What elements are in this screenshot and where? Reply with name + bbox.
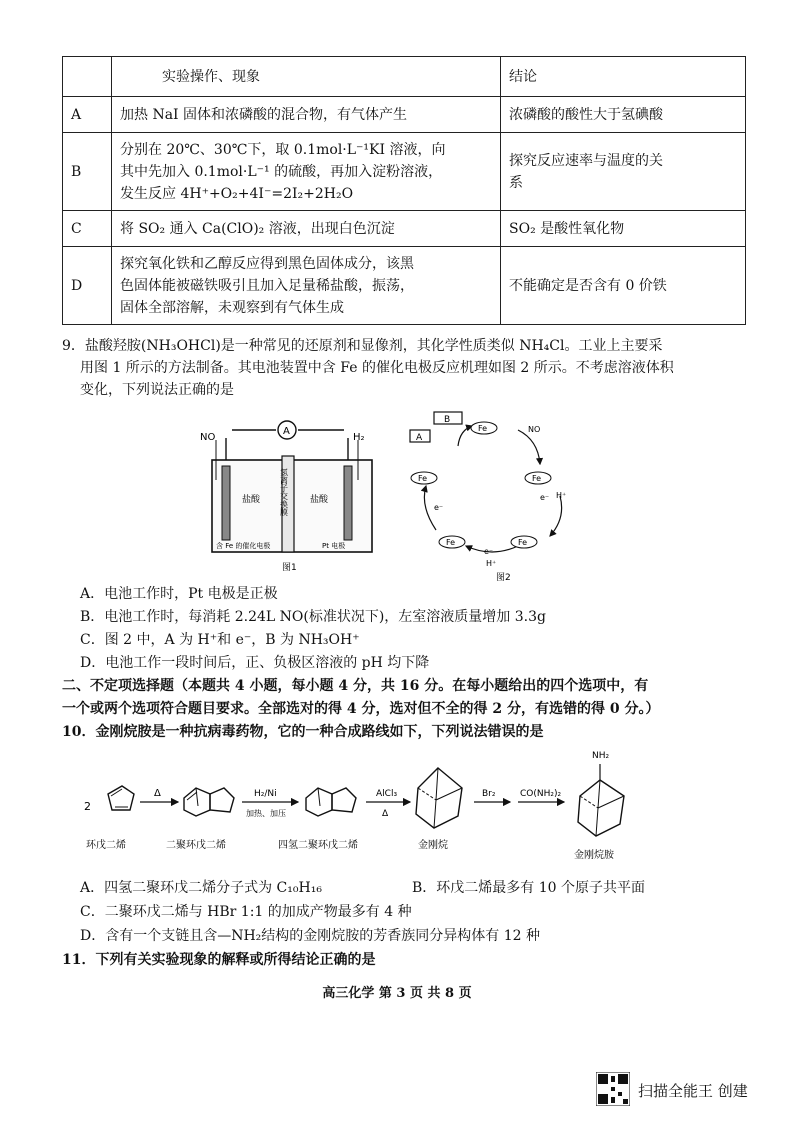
q9-stem-line: 变化，下列说法正确的是 [80,382,234,398]
q8-row-op: 将 SO₂ 通入 Ca(ClO)₂ 溶液，出现白色沉淀 [112,211,501,247]
name-tetrahydrodicyclopentadiene: 四氢二聚环戊二烯 [278,840,358,851]
q8-row-op-line: 发生反应 4H⁺+O₂+4I⁻=2I₂+2H₂O [120,185,354,202]
qr-code-icon [596,1072,630,1106]
acid-right-label: 盐酸 [310,495,329,505]
q10-stem: 10．金刚烷胺是一种抗病毒药物，它的一种合成路线如下，下列说法错误的是 [62,724,544,740]
q8-row-conclusion: 浓磷酸的酸性大于氢碘酸 [501,97,746,133]
q11-stem: 11．下列有关实验现象的解释或所得结论正确的是 [62,952,376,968]
figure-2-mechanism [400,406,600,584]
arrow-2-top-label: H₂/Ni [254,789,277,799]
left-electrode-label: 含 Fe 的催化电极 [216,542,271,550]
q8-row-conclusion-line: 系 [509,174,523,191]
fe-right-label: Fe [532,474,542,483]
fe-bottom-left-label: Fe [446,538,456,547]
q8-row-op-line: 色固体能被磁铁吸引且加入足量稀盐酸，振荡， [120,277,414,294]
page-footer: 高三化学 第 3 页 共 8 页 [322,986,472,1001]
q8-row-conclusion: SO₂ 是酸性氧化物 [501,211,746,247]
fe-top-label: Fe [478,424,488,433]
electron-label: e⁻ [484,547,494,556]
figure-1-cell [198,420,398,578]
name-amantadine: 金刚烷胺 [574,850,614,861]
q10-option-d: D．含有一个支链且含—NH₂结构的金刚烷胺的芳香族同分异构体有 12 种 [80,928,541,944]
left-electrode [222,466,230,540]
arrow-2-bottom-label: 加热、加压 [246,809,286,818]
figure-1-caption: 图1 [282,563,297,573]
q8-header-row [63,57,746,97]
name-adamantane: 金刚烷 [418,840,448,851]
q10-option-a: A．四氢二聚环戊二烯分子式为 C₁₀H₁₆ [80,880,322,896]
adamantane-structure [416,768,462,828]
box-a-label: A [416,433,423,443]
q8-row-conclusion: 不能确定是否含有 0 价铁 [501,247,746,325]
q9-option-d: D．电池工作一段时间后，正、负极区溶液的 pH 均下降 [80,655,430,671]
section-2-heading-cont: 一个或两个选项符合题目要求。全部选对的得 4 分，选对但不全的得 2 分，有选错的得 0 分。） [62,701,660,717]
q8-row-conclusion [501,133,746,211]
q8-row-a [63,97,746,133]
q8-header-label [63,57,112,97]
no-label: NO [200,432,216,443]
name-cyclopentadiene: 环戊二烯 [86,840,126,851]
q8-table [62,56,746,325]
arrow-5-top-label: CO(NH₂)₂ [520,789,562,799]
q9-option-a: A．电池工作时，Pt 电极是正极 [80,586,278,602]
electron-label: e⁻ [434,503,444,512]
no-label: NO [528,425,541,434]
membrane-label: 氢离子交换膜 [279,468,289,516]
tetrahydrodicyclopentadiene-structure [306,788,356,816]
proton-label: H⁺ [486,559,497,568]
q9-stem-line: 9．盐酸羟胺(NH₃OHCl)是一种常见的还原剂和显像剂，其化学性质类似 NH₄Cl。工业上主要采 [62,338,663,354]
arrow-1-label: Δ [154,788,161,799]
right-electrode [344,466,352,540]
q10-option-b: B．环戊二烯最多有 10 个原子共平面 [412,880,646,896]
box-b-label: B [444,415,451,425]
fe-left-label: Fe [418,474,428,483]
electron-label: e⁻ [540,493,550,502]
amantadine-structure [578,764,624,836]
q8-row-b [63,133,746,211]
q8-row-op-line: 探究氧化铁和乙醇反应得到黑色固体成分，该黑 [120,255,414,272]
q8-row-op-line: 固体全部溶解，未观察到有气体生成 [120,299,344,316]
q8-row-label: B [63,133,112,211]
q8-row-c [63,211,746,247]
q10-option-c: C．二聚环戊二烯与 HBr 1:1 的加成产物最多有 4 种 [80,904,412,920]
arrow-4-top-label: Br₂ [482,789,496,799]
q8-row-op [112,247,501,325]
section-2-heading: 二、不定项选择题（本题共 4 小题，每小题 4 分，共 16 分。在每小题给出的四个选项中，有 [62,678,649,694]
q8-row-op-line: 分别在 20℃、30℃下，取 0.1mol·L⁻¹KI 溶液，向 [120,141,446,158]
q8-row-conclusion-line: 探究反应速率与温度的关 [509,152,663,169]
nh2-label: NH₂ [592,751,610,761]
q8-row-label: A [63,97,112,133]
q9-stem-line: 用图 1 所示的方法制备。其电池装置中含 Fe 的催化电极反应机理如图 2 所示。不考虑溶液体积 [80,360,674,376]
q8-header-conclusion: 结论 [501,57,746,97]
q8-row-label: D [63,247,112,325]
q10-synthesis-scheme [78,744,718,864]
scanner-watermark: 扫描全能王 创建 [638,1082,748,1100]
q8-row-op-line: 其中先加入 0.1mol·L⁻¹ 的硫酸，再加入淀粉溶液， [120,163,443,180]
fe-bottom-right-label: Fe [518,538,528,547]
proton-label: H⁺ [556,491,567,500]
q8-row-op: 加热 NaI 固体和浓磷酸的混合物，有气体产生 [112,97,501,133]
arrow-3-bottom-label: Δ [382,809,389,819]
h2-label: H₂ [353,432,365,443]
figure-2-caption: 图2 [496,573,511,583]
q8-row-label: C [63,211,112,247]
ammeter-label: A [283,426,290,437]
q9-option-c: C．图 2 中，A 为 H⁺和 e⁻，B 为 NH₃OH⁺ [80,632,360,648]
coefficient-label: 2 [84,800,91,813]
dicyclopentadiene-structure [184,788,234,816]
q8-header-op: 实验操作、现象 [112,57,501,97]
arrow-3-top-label: AlCl₃ [376,789,398,799]
name-dicyclopentadiene: 二聚环戊二烯 [166,840,226,851]
q8-row-d [63,247,746,325]
acid-left-label: 盐酸 [242,495,261,505]
q9-option-b: B．电池工作时，每消耗 2.24L NO(标准状况下)，左室溶液质量增加 3.3g [80,609,546,625]
q8-row-op [112,133,501,211]
right-electrode-label: Pt 电极 [322,542,346,550]
